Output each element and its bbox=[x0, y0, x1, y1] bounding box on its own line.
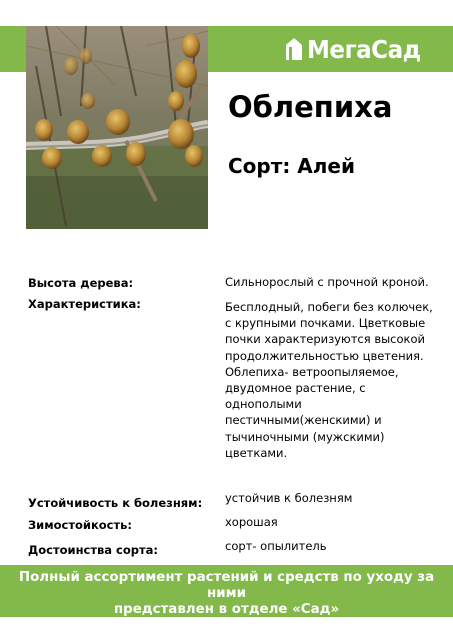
characteristic-line: цветками. bbox=[225, 445, 288, 460]
variety-merits-label: Достоинства сорта: bbox=[28, 543, 159, 557]
height-label: Высота дерева: bbox=[28, 276, 134, 290]
characteristic-line: двудомное растение, с bbox=[225, 381, 366, 396]
characteristic-line: однополыми bbox=[225, 397, 302, 412]
brand-logo-text: МегаСад bbox=[307, 34, 422, 64]
footer-line-2: представлен в отделе «Сад» bbox=[113, 602, 340, 617]
product-title: Облепиха bbox=[228, 90, 393, 124]
characteristic-label: Характеристика: bbox=[28, 297, 141, 311]
characteristic-line: пестичными(женскими) и bbox=[225, 413, 382, 428]
winter-hardiness-value: хорошая bbox=[225, 515, 278, 529]
sea-buckthorn-branch-photo bbox=[26, 26, 208, 229]
height-value: Сильнорослый с прочной кроной. bbox=[225, 275, 429, 289]
characteristic-value bbox=[225, 299, 440, 461]
brand-logo bbox=[285, 29, 431, 69]
characteristic-line: Облепиха- ветроопыляемое, bbox=[225, 364, 399, 379]
characteristic-line: продолжительностью цветения. bbox=[225, 348, 424, 363]
variety-merits-value: сорт- опылитель bbox=[225, 539, 327, 553]
characteristic-line: тычиночными (мужскими) bbox=[225, 429, 385, 444]
winter-hardiness-label: Зимостойкость: bbox=[28, 518, 133, 532]
characteristic-line: с крупными почками. Цветковые bbox=[225, 316, 426, 331]
characteristic-line: почки характеризуются высокой bbox=[225, 332, 425, 347]
footer-line-1: Полный ассортимент растений и средств по уходу за ними bbox=[18, 570, 435, 601]
product-photo bbox=[26, 26, 208, 229]
footer-banner-text bbox=[0, 570, 453, 618]
characteristic-line: Бесплодный, побеги без колючек, bbox=[225, 300, 433, 314]
product-variety: Сорт: Алей bbox=[228, 154, 355, 178]
disease-resistance-value: устойчив к болезням bbox=[225, 491, 353, 505]
disease-resistance-label: Устойчивость к болезням: bbox=[28, 496, 203, 510]
house-icon bbox=[285, 37, 303, 61]
